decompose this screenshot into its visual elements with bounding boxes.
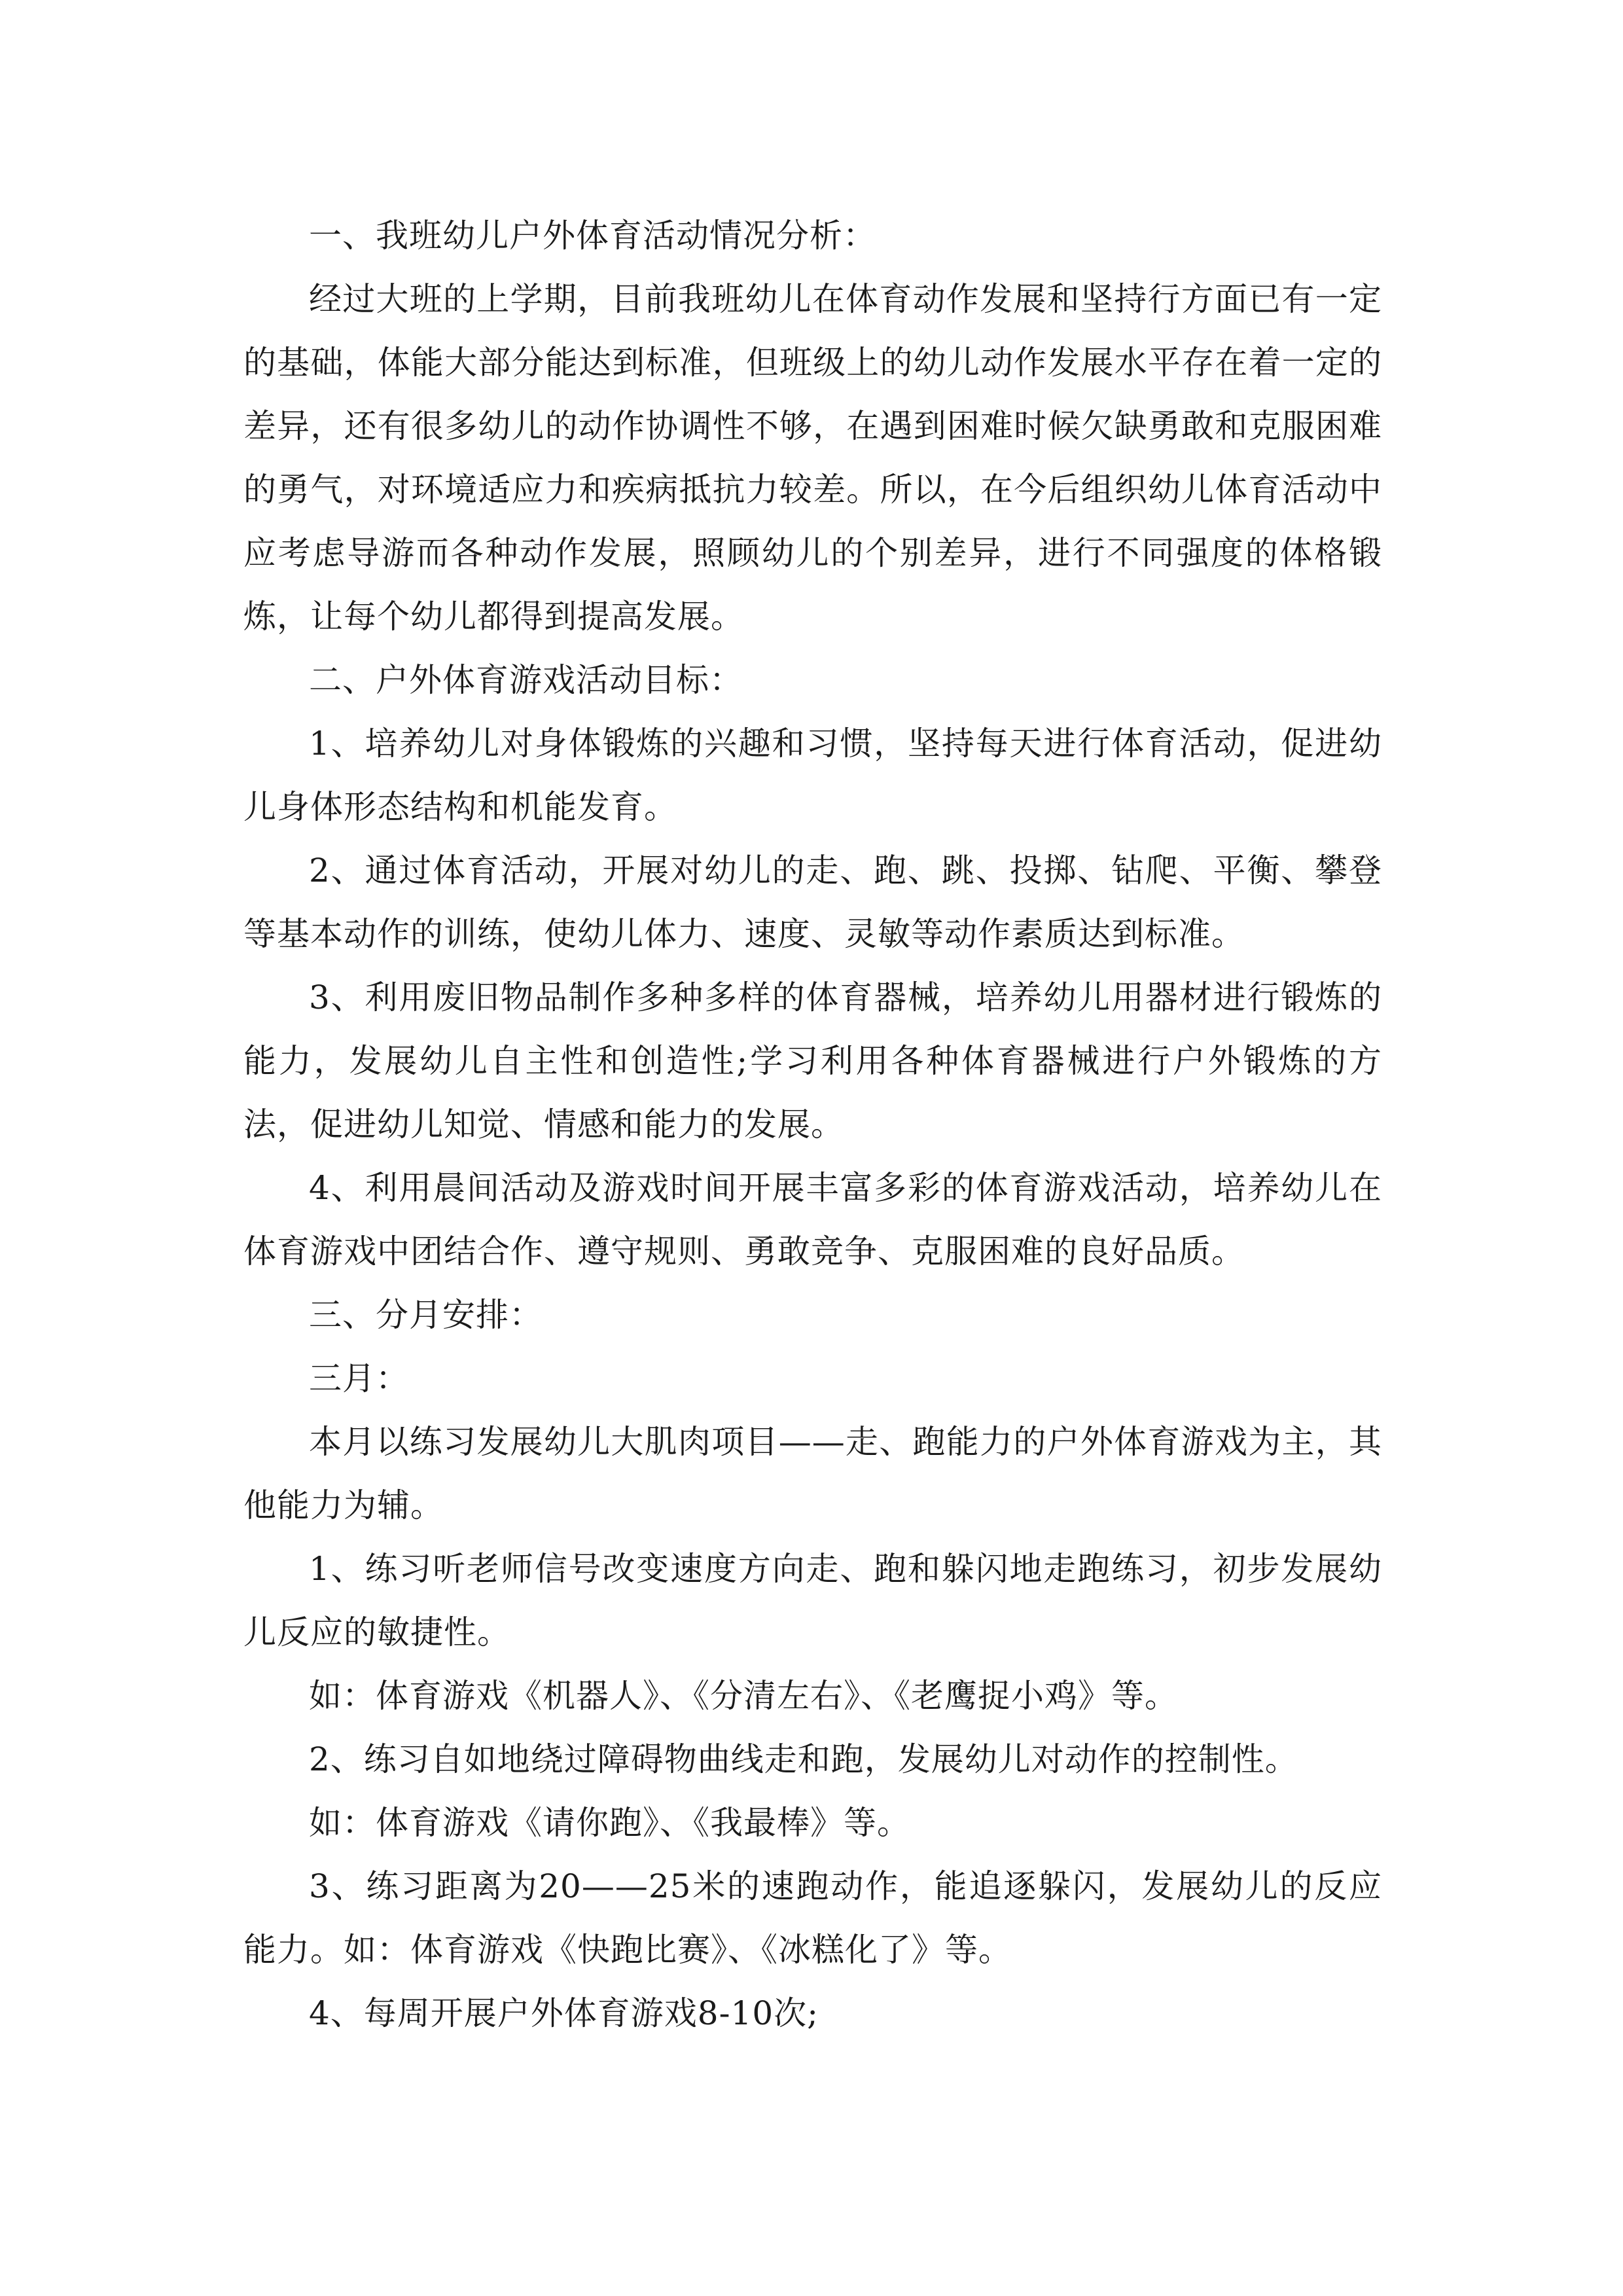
goal-item-3: 3、利用废旧物品制作多种多样的体育器械，培养幼儿用器材进行锻炼的能力，发展幼儿自主性和创造性;学习利用各种体育器械进行户外锻炼的方法，促进幼儿知觉、情感和能力的发展。 xyxy=(243,978,1382,1143)
goal-item-1: 1、培养幼儿对身体锻炼的兴趣和习惯，坚持每天进行体育活动，促进幼儿身体形态结构和机能发育。 xyxy=(243,725,1382,826)
march-item-1: 1、练习听老师信号改变速度方向走、跑和躲闪地走跑练习，初步发展幼儿反应的敏捷性。 xyxy=(243,1550,1382,1651)
heading-section-3: 三、分月安排： xyxy=(309,1296,543,1334)
march-example-2: 如：体育游戏《请你跑》、《我最棒》等。 xyxy=(309,1804,910,1842)
march-overview: 本月以练习发展幼儿大肌肉项目——走、跑能力的户外体育游戏为主，其他能力为辅。 xyxy=(243,1423,1382,1524)
document-body xyxy=(243,204,1382,2045)
goal-item-4: 4、利用晨间活动及游戏时间开展丰富多彩的体育游戏活动，培养幼儿在体育游戏中团结合作、遵守规则、勇敢竞争、克服困难的良好品质。 xyxy=(243,1169,1382,1270)
month-heading-march: 三月： xyxy=(309,1359,409,1397)
march-item-2: 2、练习自如地绕过障碍物曲线走和跑，发展幼儿对动作的控制性。 xyxy=(309,1740,1298,1778)
heading-section-2: 二、户外体育游戏活动目标： xyxy=(309,661,743,699)
march-item-4: 4、每周开展户外体育游戏8-10次; xyxy=(309,1994,819,2032)
march-item-3: 3、练习距离为20——25米的速跑动作，能追逐躲闪，发展幼儿的反应能力。如：体育游戏《快跑比赛》、《冰糕化了》等。 xyxy=(243,1867,1382,1969)
heading-section-1: 一、我班幼儿户外体育活动情况分析： xyxy=(309,217,876,255)
paragraph-analysis: 经过大班的上学期，目前我班幼儿在体育动作发展和坚持行方面已有一定的基础，体能大部分能达到标准，但班级上的幼儿动作发展水平存在着一定的差异，还有很多幼儿的动作协调性不够，在遇到困难时候欠缺勇敢和克服困难的勇气，对环境适应力和疾病抵抗力较差。所以，在今后组织幼儿体育活动中应考虑导游而各种动作发展，照顾幼儿的个别差异，进行不同强度的体格锻炼，让每个幼儿都得到提高发展。 xyxy=(243,280,1382,636)
goal-item-2: 2、通过体育活动，开展对幼儿的走、跑、跳、投掷、钻爬、平衡、攀登等基本动作的训练，使幼儿体力、速度、灵敏等动作素质达到标准。 xyxy=(243,852,1382,953)
march-example-1: 如：体育游戏《机器人》、《分清左右》、《老鹰捉小鸡》等。 xyxy=(309,1677,1178,1715)
